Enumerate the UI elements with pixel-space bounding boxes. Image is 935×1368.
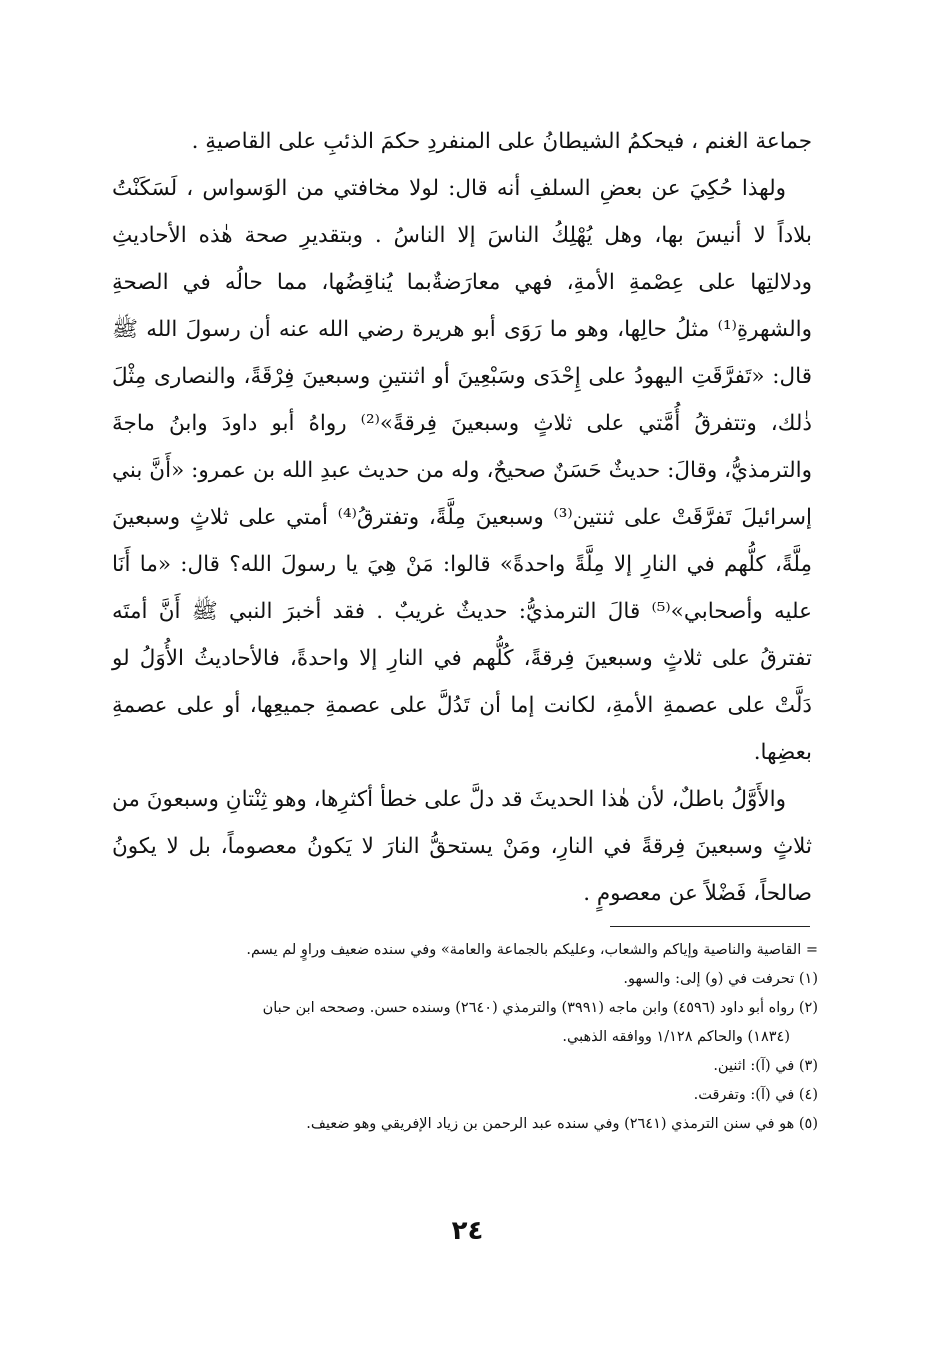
page-number: ٢٤ bbox=[451, 1216, 484, 1246]
footnote-2: (٢) رواه أبو داود (٤٥٩٦) وابن ماجه (٣٩٩١) والترمذي (٢٦٤٠) وسنده حسن. وصححه ابن حبان bbox=[262, 1000, 818, 1016]
paragraph: ولهذا حُكِيَ عن بعضِ السلفِ أنه قال: لولا مخافتي من الوَسواس ، لَسَكَنْتُ بلاداً لا أنيسَ بها، وهل يُهْلِكُ الناسَ إلا الناسُ . وبتقديرِ صحة هٰذه الأحاديثِ ودلالتِها على عِصْمةِ الأمةِ، فهي معارَضةٌبما يُناقِضُها، مما حالُه في الصحةِ والشهرةِ⁽¹⁾ مثلُ حالِها، وهو ما رَوَى أبو هريرة رضي الله عنه أن رسولَ الله ﷺ قال: «تَفرَّقَتِ اليهودُ على إِحْدَى وسَبْعِينَ أو اثنتينِ وسبعينَ فِرْقَةً، والنصارى مِثْلَ ذٰلك، وتتفرقُ أُمَّتي على ثلاثٍ وسبعينَ فِرقةً»⁽²⁾ رواهُ أبو داودَ وابنُ ماجةَ والترمذيُّ، وقالَ: حديثٌ حَسَنٌ صحيحٌ، وله من حديث عبدِ الله بن عمرو: «أَنَّ بني إسرائيلَ تَفرَّقَتْ على ثنتين⁽³⁾ وسبعينَ مِلَّةً، وتفترقُ⁽⁴⁾ أمتي على ثلاثٍ وسبعينَ مِلَّةً، كلُّهم في النارِ إلا مِلَّةً واحدةً» قالوا: مَنْ هِيَ يا رسولَ الله؟ قال: «ما أَنَا عليه وأصحابي»⁽⁵⁾ قالَ الترمذيُّ: حديثٌ غريبٌ . فقد أخبرَ النبي ﷺ أَنَّ أمتَه تفترقُ على ثلاثٍ وسبعينَ فِرقةً، كُلُّهم في النارِ إلا واحدةً، فالأحاديثُ الأُوَلُ لو دَلَّتْ على عصمةِ الأمةِ، لكانت إما أن تَدُلَّ على عصمةِ جميعِها، أو على عصمةِ بعضِها. bbox=[112, 176, 813, 765]
paragraph: والأَوَّلُ باطلٌ، لأن هٰذا الحديثَ قد دلَّ على خطأ أكثرِها، وهو ثِنْتانِ وسبعونَ من ثلاثٍ وسبعينَ فِرقةً في النارِ، ومَنْ يستحقُّ النارَ لا يَكونُ معصوماً، بل لا يكونُ صالحاً، فَضْلاً عن معصومٍ . bbox=[112, 787, 812, 906]
footnote-2-continued: (١٨٣٤) والحاكم ١/١٢٨ ووافقه الذهبي. bbox=[562, 1029, 790, 1045]
footnote-1: (١) تحرفت في (و) إلى: والسهو. bbox=[623, 971, 818, 987]
footnote-3: (٣) في (آ): اثنين. bbox=[713, 1058, 818, 1074]
footnote-divider bbox=[610, 926, 810, 927]
paragraph: جماعة الغنم ، فيحكمُ الشيطانُ على المنفردِ حكمَ الذئبِ على القاصيةِ . bbox=[191, 129, 812, 154]
footnote-5: (٥) هو في سنن الترمذي (٢٦٤١) وفي سنده عبد الرحمن بن زياد الإفريقي وهو ضعيف. bbox=[306, 1116, 818, 1132]
main-body-text bbox=[112, 118, 812, 917]
footnotes bbox=[96, 936, 818, 1139]
footnote-continuation: = القاصية والناصية وإياكم والشعاب، وعليكم بالجماعة والعامة» وفي سنده ضعيف وراوٍ لم يسم. bbox=[246, 942, 818, 958]
footnote-4: (٤) في (آ): وتفرقت. bbox=[693, 1087, 818, 1103]
